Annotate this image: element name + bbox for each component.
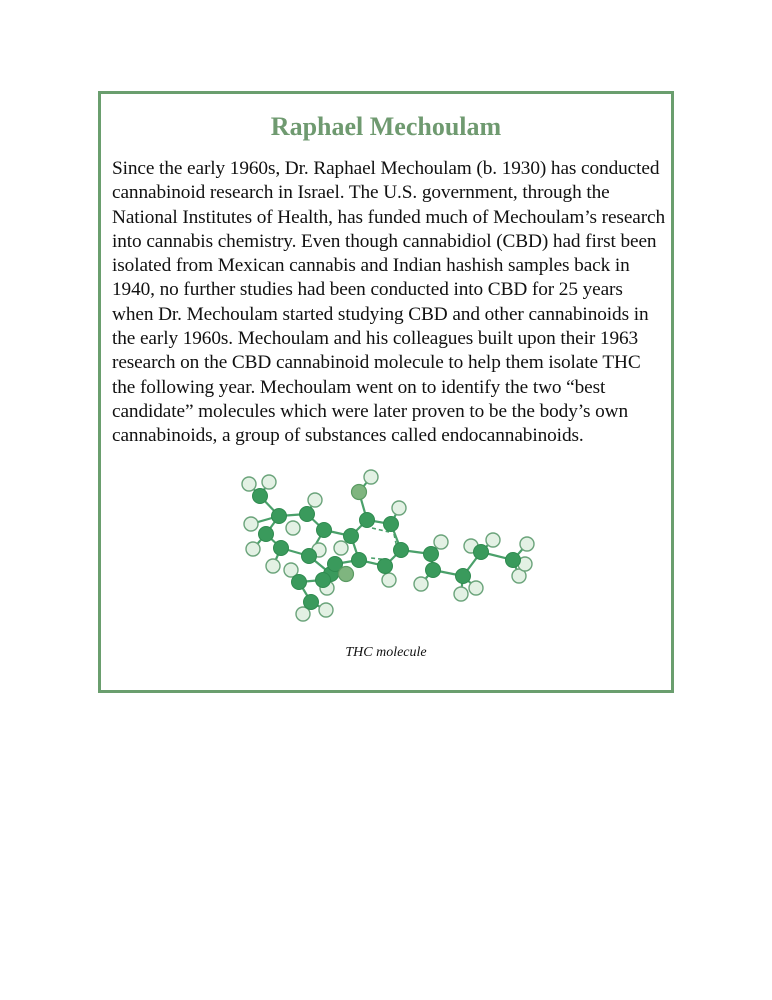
thc-molecule-icon bbox=[231, 462, 541, 622]
sidebar-title: Raphael Mechoulam bbox=[270, 112, 502, 141]
figure-caption: THC molecule bbox=[345, 645, 427, 660]
sidebar-box bbox=[98, 91, 674, 693]
sidebar-body-text: Since the early 1960s, Dr. Raphael Mechoulam (b. 1930) has conducted cannabinoid research in Israel. The U.S. government, through the National Institutes of Health, has funded much of Mechoulam’s research into cannabis chemistry. Even though cannabidiol (CBD) had first been isolated from Mexican cannabis and Indian hashish samples back in 1940, no further studies had been conducted into CBD for 25 years when Dr. Mechoulam started studying CBD and other cannabinoids in the early 1960s. Mechoulam and his colleagues built upon their 1963 research on the CBD cannabinoid molecule to help them isolate THC the following year. Mechoulam went on to identify the two “best candidate” molecules which were later proven to be the body’s own cannabinoids, a group of substances called endocannabinoids. bbox=[112, 158, 666, 447]
